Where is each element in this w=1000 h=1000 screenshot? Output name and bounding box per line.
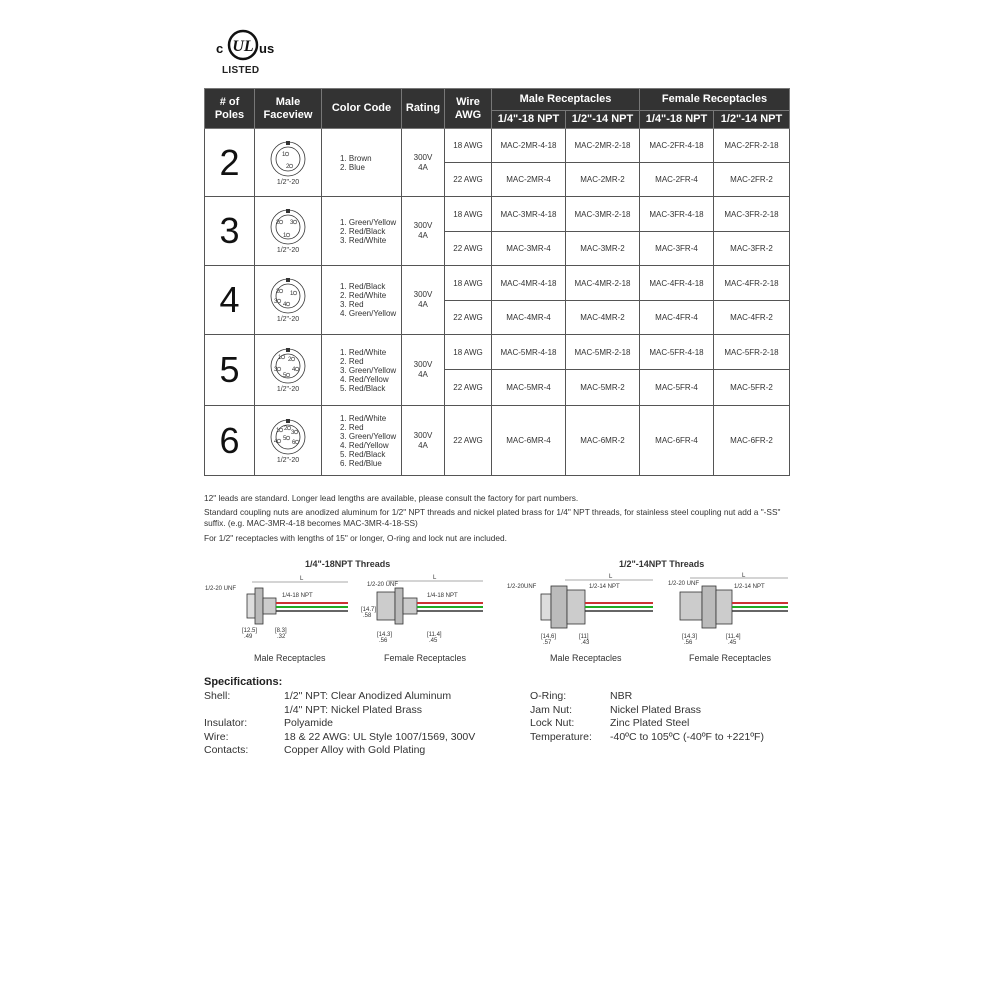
color-code-item: 3. Green/Yellow [340,431,397,441]
quarter-female-receptacle-drawing [355,572,485,642]
spec-label: Lock Nut: [530,717,575,729]
poles-count: 2 [219,141,240,183]
wire-awg-cell: 22 AWG [445,232,492,266]
svg-text:[11.4]: [11.4] [726,634,741,640]
rating-current: 4A [418,300,428,309]
faceview-cell [255,197,322,266]
part-number-cell: MAC-5FR-4 [640,370,714,406]
color-code-item: 3. Green/Yellow [340,365,397,375]
faceview-thread: 1/2"-20 [276,316,300,323]
faceview-thread: 1/2"-20 [276,456,300,464]
spec-label: Temperature: [530,730,592,743]
poles-count: 5 [219,349,240,390]
spec-row [530,703,702,717]
part-number-cell: MAC-4FR-2 [714,301,790,335]
part-number-cell: MAC-4FR-2-18 [714,266,790,301]
svg-text:3: 3 [274,299,278,305]
color-code-item: 2. Blue [340,162,365,172]
spec-value: 1/2" NPT: Clear Anodized Aluminum [284,690,452,702]
table-row [205,406,790,476]
length-label: L [300,576,304,582]
color-code-item: 2. Red/Black [340,226,386,236]
svg-text:[12.5]: [12.5] [242,628,258,634]
spec-row [204,717,334,730]
ul-c-text: c [216,41,224,56]
spec-value: Nickel Plated Brass [610,703,702,716]
header-rating: Rating [402,89,445,129]
half-female-receptacle-drawing [660,572,790,644]
svg-text:1/2-14 NPT: 1/2-14 NPT [734,584,765,590]
caption-half-male: Male Receptacles [550,653,622,663]
half-npt-title: 1/2"-14NPT Threads [619,559,705,569]
unf-label: 1/2-20 UNF [205,586,237,592]
male-faceview-diagram [255,347,321,385]
svg-text:[14.7]: [14.7] [361,607,377,613]
color-code-item: 5. Red/Black [340,383,386,393]
rating-cell [402,197,445,266]
color-code-item: 3. Red/White [340,235,387,245]
male-faceview-diagram [255,277,321,315]
svg-text:2: 2 [276,289,280,295]
header-female-receptacles: Female Receptacles [640,89,790,111]
svg-text:1: 1 [283,233,287,239]
svg-text:4: 4 [292,367,296,373]
faceview-thread: 1/2"-20 [276,386,300,393]
header-wire-awg: Wire AWG [445,89,492,129]
note-lead-length: 12" leads are standard. Longer lead lengths are available, please consult the factory for part numbers. [204,493,579,503]
svg-text:.43: .43 [581,640,590,644]
poles-count: 3 [219,210,240,251]
color-code-item: 1. Brown [340,153,372,163]
svg-text:L: L [742,573,746,579]
rating-voltage: 300V [413,221,433,230]
spec-row [204,690,452,703]
color-code-item: 2. Red [340,422,364,432]
faceview-cell [255,406,322,476]
part-number-cell: MAC-4FR-4-18 [640,266,714,301]
poles-cell [205,335,255,406]
faceview-cell [255,266,322,335]
svg-text:2: 2 [276,220,280,226]
wire-awg-cell: 22 AWG [445,163,492,197]
note-o-ring: For 1/2" receptacles with lengths of 15" or longer, O-ring and lock nut are included. [204,533,507,543]
faceview-thread: 1/2"-20 [276,178,300,186]
rating-voltage: 300V [413,152,433,162]
ul-text: UL [232,38,254,55]
wire-awg-cell: 18 AWG [445,129,492,163]
svg-text:.49: .49 [244,634,253,640]
svg-text:1: 1 [290,291,294,297]
svg-text:[11.4]: [11.4] [427,632,442,638]
rating-current: 4A [418,231,428,240]
poles-cell [205,197,255,266]
quarter-male-receptacle-drawing [200,572,350,642]
color-code-cell [322,129,402,197]
part-number-cell: MAC-2MR-2-18 [566,129,640,163]
color-code-cell [322,406,402,476]
svg-text:4: 4 [274,438,278,445]
caption-quarter-male: Male Receptacles [254,653,326,663]
part-number-cell: MAC-4MR-2-18 [566,266,640,301]
spec-value: -40ºC to 105ºC (-40ºF to +221ºF) [610,730,764,743]
part-number-cell: MAC-6FR-4 [640,406,714,476]
spec-value: Zinc Plated Steel [610,717,690,729]
svg-text:1/2-20 UNF: 1/2-20 UNF [367,582,399,588]
color-code-item: 5. Red/Black [340,449,386,459]
receptacle-part-table [204,88,790,476]
quarter-npt-title: 1/4"-18NPT Threads [305,559,391,569]
part-number-cell: MAC-4MR-4-18 [492,266,566,301]
color-code-item: 4. Red/Yellow [340,440,389,450]
poles-cell [205,406,255,476]
rating-cell [402,335,445,406]
spec-row [204,730,476,744]
table-row [205,129,790,163]
svg-text:L: L [609,574,613,580]
svg-text:.32: .32 [277,634,286,640]
part-number-cell: MAC-2MR-4-18 [492,129,566,163]
specifications-title: Specifications: [204,676,283,688]
part-number-cell: MAC-5MR-2 [566,370,640,406]
color-code-item: 2. Red/White [340,291,387,300]
header-male-half: 1/2"-14 NPT [566,111,640,129]
faceview-cell [255,129,322,197]
svg-text:[8.3]: [8.3] [275,628,287,634]
color-code-item: 4. Green/Yellow [340,309,397,318]
spec-value: Copper Alloy with Gold Plating [284,744,426,756]
spec-value: NBR [610,690,633,702]
poles-cell [205,266,255,335]
ul-listed-text: LISTED [222,65,260,76]
part-number-cell: MAC-5MR-4 [492,370,566,406]
svg-text:4: 4 [283,302,287,308]
svg-text:5: 5 [283,435,287,442]
svg-text:1/2-20 UNF: 1/2-20 UNF [668,581,700,587]
spec-label: Contacts: [204,744,249,756]
spec-row [204,744,426,757]
male-faceview-diagram [255,418,321,456]
caption-half-female: Female Receptacles [689,653,772,663]
part-number-cell: MAC-2FR-2 [714,163,790,197]
svg-text:[14.3]: [14.3] [377,632,393,638]
color-code-cell [322,197,402,266]
part-number-cell: MAC-5FR-2 [714,370,790,406]
wire-awg-cell: 18 AWG [445,197,492,232]
spec-label: Shell: [204,690,231,702]
rating-current: 4A [418,370,428,379]
color-code-item: 4. Red/Yellow [340,374,389,384]
color-code-item: 2. Red [340,356,364,366]
svg-text:.45: .45 [728,640,737,644]
part-number-cell: MAC-6MR-2 [566,406,640,476]
spec-row [530,690,633,703]
wire-awg-cell: 22 AWG [445,301,492,335]
header-female-quarter: 1/4"-18 NPT [640,111,714,129]
svg-text:2: 2 [284,425,288,432]
part-number-cell: MAC-2FR-4 [640,163,714,197]
svg-text:1/2-14 NPT: 1/2-14 NPT [589,584,620,590]
part-number-cell: MAC-2FR-2-18 [714,129,790,163]
rating-current: 4A [418,162,428,172]
rating-cell [402,406,445,476]
svg-text:1/2-20UNF: 1/2-20UNF [507,584,537,590]
note-coupling-nuts: Standard coupling nuts are anodized aluminum for 1/2" NPT threads and nickel plated brass for 1/4" NPT threads, for stainless steel coupling nut add a "-SS" suffix. (e.g. MAC-3MR-4-18 becomes MAC-3MR-4-18-SS) [204,507,781,528]
male-faceview-diagram [255,208,321,246]
wire-awg-cell: 22 AWG [445,370,492,406]
spec-label: O-Ring: [530,690,567,702]
wire-awg-cell: 22 AWG [445,406,492,476]
rating-voltage: 300V [413,360,433,369]
part-number-cell: MAC-4MR-2 [566,301,640,335]
half-male-receptacle-drawing [505,572,655,644]
svg-text:3: 3 [274,367,278,373]
color-code-cell [322,266,402,335]
color-code-item: 1. Red/White [340,413,387,423]
part-number-cell: MAC-3MR-2 [566,232,640,266]
svg-text:2: 2 [286,163,290,170]
npt-label: 1/4-18 NPT [282,593,313,599]
header-male-receptacles: Male Receptacles [492,89,640,111]
part-number-cell: MAC-3FR-4 [640,232,714,266]
part-number-cell: MAC-3MR-2-18 [566,197,640,232]
table-row [205,266,790,301]
table-row [205,197,790,232]
part-number-cell: MAC-3FR-2 [714,232,790,266]
svg-text:1: 1 [278,355,282,361]
color-code-item: 1. Red/Black [340,282,386,291]
part-number-cell: MAC-5MR-2-18 [566,335,640,370]
part-number-cell: MAC-3MR-4-18 [492,197,566,232]
male-faceview-diagram [255,140,321,178]
part-number-cell: MAC-6MR-4 [492,406,566,476]
table-row [205,335,790,370]
part-number-cell: MAC-4FR-4 [640,301,714,335]
ul-us-text: us [259,41,274,56]
svg-text:1: 1 [282,151,286,158]
poles-count: 6 [219,419,240,461]
svg-text:L: L [433,575,437,581]
rating-cell [402,266,445,335]
svg-text:[14.6]: [14.6] [541,634,557,640]
poles-cell [205,129,255,197]
spec-value: 18 & 22 AWG: UL Style 1007/1569, 300V [284,730,476,743]
header-color-code: Color Code [322,89,402,129]
part-number-cell: MAC-5FR-2-18 [714,335,790,370]
faceview-thread: 1/2"-20 [276,247,300,254]
svg-text:[14.3]: [14.3] [682,634,698,640]
color-code-item: 6. Red/Blue [340,458,382,468]
part-number-cell: MAC-3FR-4-18 [640,197,714,232]
wire-awg-cell: 18 AWG [445,335,492,370]
faceview-cell [255,335,322,406]
color-code-item: 3. Red [340,300,364,309]
svg-text:6: 6 [292,439,296,446]
spec-value: 1/4" NPT: Nickel Plated Brass [284,703,422,716]
rating-voltage: 300V [413,430,433,440]
part-number-cell: MAC-5MR-4-18 [492,335,566,370]
svg-text:.45: .45 [429,638,438,642]
svg-text:5: 5 [283,373,287,379]
wire-awg-cell: 18 AWG [445,266,492,301]
svg-text:.58: .58 [363,613,372,619]
rating-voltage: 300V [413,290,433,299]
caption-quarter-female: Female Receptacles [384,653,467,663]
part-number-cell: MAC-3MR-4 [492,232,566,266]
part-number-cell: MAC-3FR-2-18 [714,197,790,232]
spec-label: Wire: [204,730,229,743]
color-code-item: 1. Red/White [340,347,387,357]
spec-value: Polyamide [284,717,334,729]
svg-text:1: 1 [276,427,280,434]
part-number-cell: MAC-2FR-4-18 [640,129,714,163]
poles-count: 4 [219,279,240,320]
svg-text:3: 3 [290,220,294,226]
svg-text:.56: .56 [684,640,693,644]
header-female-half: 1/2"-14 NPT [714,111,790,129]
spec-label: Insulator: [204,717,248,729]
svg-text:.57: .57 [543,640,552,644]
color-code-item: 1. Green/Yellow [340,217,397,227]
part-number-cell: MAC-2MR-2 [566,163,640,197]
spec-row [530,717,690,730]
part-number-cell: MAC-2MR-4 [492,163,566,197]
header-faceview: Male Faceview [255,89,322,129]
part-number-cell: MAC-6FR-2 [714,406,790,476]
svg-text:1/4-18 NPT: 1/4-18 NPT [427,593,458,599]
header-male-quarter: 1/4"-18 NPT [492,111,566,129]
part-number-cell: MAC-5FR-4-18 [640,335,714,370]
spec-label: Jam Nut: [530,703,573,716]
header-poles: # of Poles [205,89,255,129]
part-number-cell: MAC-4MR-4 [492,301,566,335]
color-code-cell [322,335,402,406]
rating-cell [402,129,445,197]
svg-text:.56: .56 [379,638,388,642]
rating-current: 4A [418,440,428,450]
svg-text:2: 2 [288,357,292,363]
svg-text:[11]: [11] [579,634,589,640]
spec-row [530,730,764,744]
svg-text:3: 3 [291,429,295,436]
